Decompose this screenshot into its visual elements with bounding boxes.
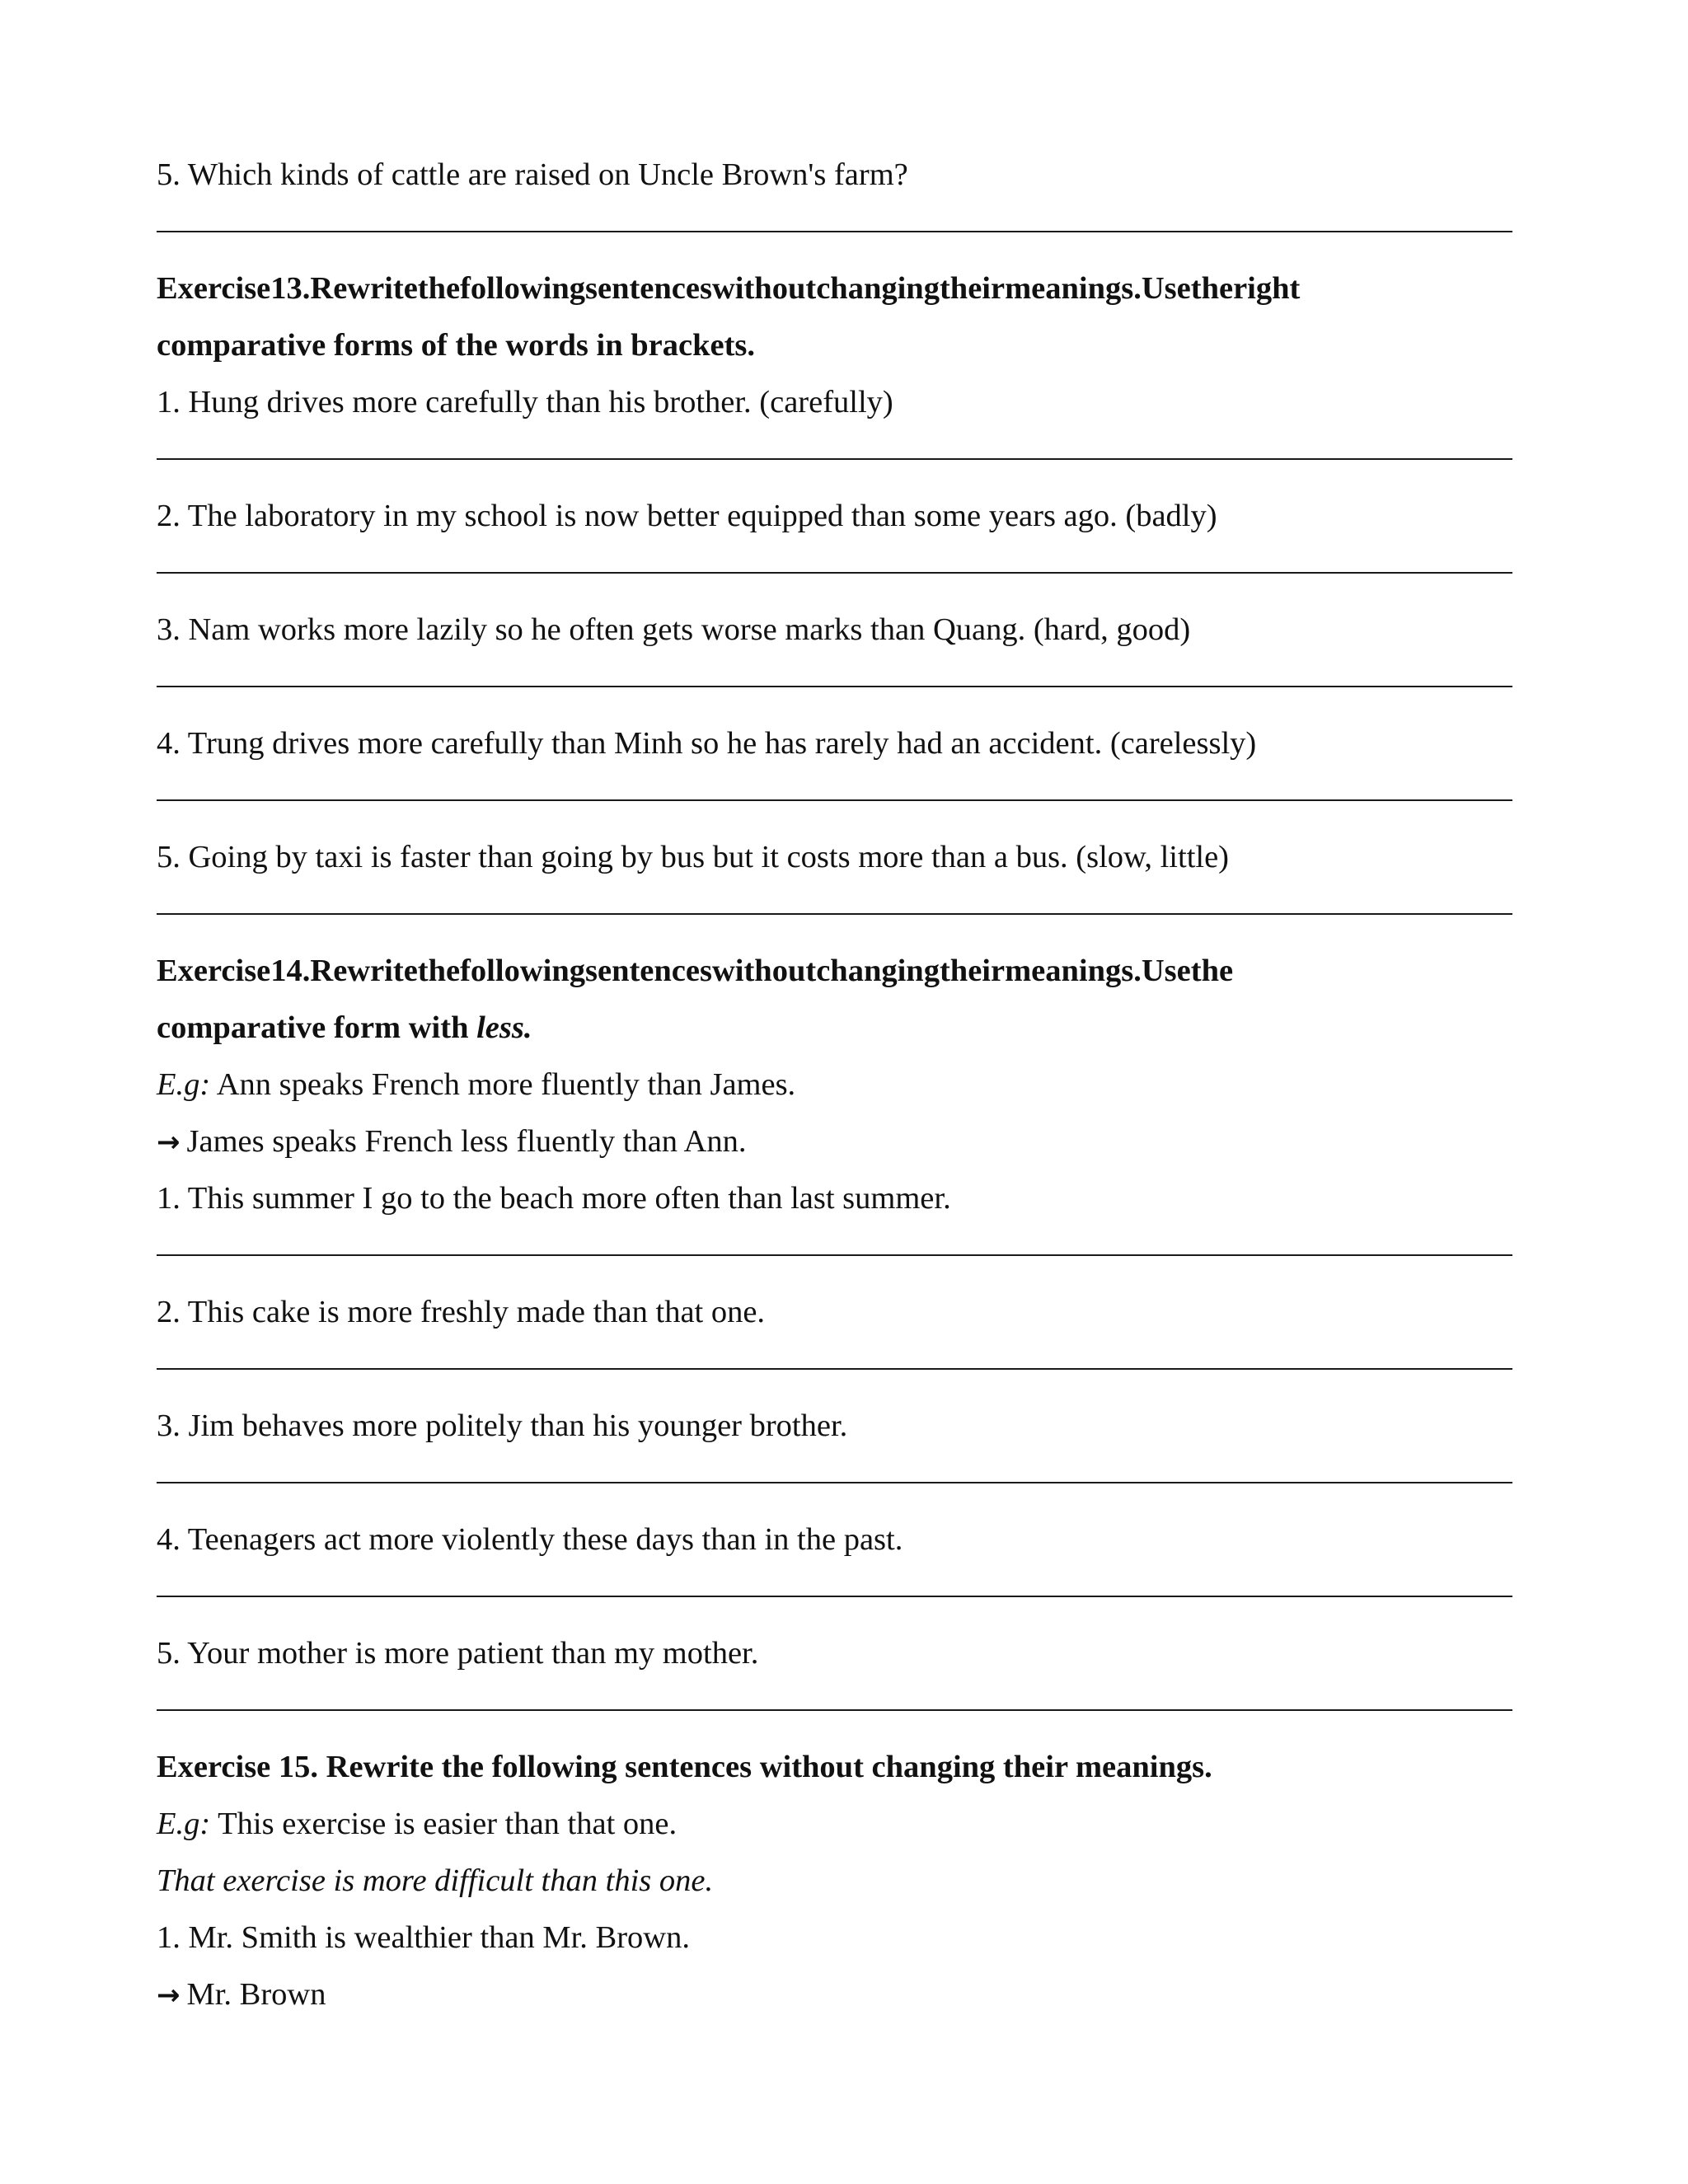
heading-word: 13. [270,271,311,306]
answer-start-text: Mr. Brown [186,1977,326,2012]
heading-word: without [711,954,817,988]
question-text: 5. Going by taxi is faster than going by bus but it costs more than a bus. (slow, little) [157,840,1229,874]
heading-word: Rewrite [310,271,418,306]
exercise-15-heading: Exercise 15. Rewrite the following sentences without changing their meanings. [157,1750,1212,1784]
heading-word: changing [816,271,940,306]
answer-line[interactable] [157,431,1529,488]
example-answer [157,1113,1529,1170]
heading-word: the [417,271,461,306]
answer-line[interactable] [157,545,1529,602]
example-label: E.g: [157,1067,211,1102]
heading-word: following [460,271,585,306]
question-text: 5. Your mother is more patient than my mother. [157,1636,759,1671]
question-text: 1. Hung drives more carefully than his brother. (carefully) [157,385,893,419]
question-text: 3. Nam works more lazily so he often gets worse marks than Quang. (hard, good) [157,612,1191,647]
heading-word: Exercise [157,954,271,988]
heading-word: sentences [585,271,712,306]
heading-word: following [460,954,585,988]
heading-word: the [417,954,461,988]
heading-word: the [1190,271,1234,306]
exercise-13-heading-line1 [157,260,1529,317]
heading-word: Use [1141,271,1191,306]
exercise-14-heading [157,943,1529,1057]
exercise-13-heading [157,260,1529,374]
exercise-14-heading-line2 [157,1000,1529,1057]
question-text: 1. Mr. Smith is wealthier than Mr. Brown. [157,1920,690,1955]
worksheet-page [157,147,1529,2023]
answer-line[interactable] [157,1227,1529,1284]
exercise-13-items [157,374,1529,943]
answer-line[interactable] [157,1682,1529,1739]
heading-word: Rewrite [310,954,418,988]
heading-word: changing [816,954,940,988]
heading-word: their [939,954,1006,988]
example-text: Ann speaks French more fluently than James. [210,1067,796,1102]
heading-word: meanings. [1005,271,1142,306]
arrow-right-icon: → [157,1979,181,2012]
heading-italic-word: less. [476,1010,532,1045]
heading-prefix: comparative form with [157,1010,477,1045]
heading-word: sentences [585,954,712,988]
example-answer: That exercise is more difficult than this one. [157,1863,714,1898]
heading-word: 14. [270,954,311,988]
heading-word: meanings. [1005,954,1142,988]
heading-word: Exercise [157,271,271,306]
answer-line[interactable] [157,1341,1529,1398]
answer-line[interactable] [157,1568,1529,1625]
example-label: E.g: [157,1807,211,1841]
answer-prompt [157,1966,1529,2023]
example-sentence [157,1796,1529,1853]
answer-line[interactable] [157,886,1529,943]
arrow-right-icon: → [157,1126,181,1159]
heading-word: their [939,271,1006,306]
exercise-14-heading-line1 [157,943,1529,1000]
question-text: 1. This summer I go to the beach more often than last summer. [157,1181,951,1216]
heading-word: without [711,271,817,306]
question-text: 3. Jim behaves more politely than his younger brother. [157,1408,848,1443]
answer-line[interactable] [157,1455,1529,1511]
heading-word: right [1233,271,1301,306]
example-sentence [157,1057,1529,1113]
heading-word: Use [1141,954,1191,988]
question-text: 2. This cake is more freshly made than that one. [157,1295,766,1329]
answer-line[interactable] [157,658,1529,715]
example-answer-text: James speaks French less fluently than Ann. [186,1124,747,1159]
example-text: This exercise is easier than that one. [210,1807,678,1841]
answer-line[interactable] [157,772,1529,829]
answer-line[interactable] [157,204,1529,260]
question-text: 4. Trung drives more carefully than Minh so he has rarely had an accident. (carelessly) [157,726,1257,761]
exercise-14-items [157,1170,1529,1739]
heading-word: the [1190,954,1234,988]
exercise-13-heading-line2: comparative forms of the words in brackets. [157,328,756,363]
question-text: 5. Which kinds of cattle are raised on Uncle Brown's farm? [157,157,908,192]
question-text: 4. Teenagers act more violently these days than in the past. [157,1522,903,1557]
question-text: 2. The laboratory in my school is now better equipped than some years ago. (badly) [157,499,1217,533]
